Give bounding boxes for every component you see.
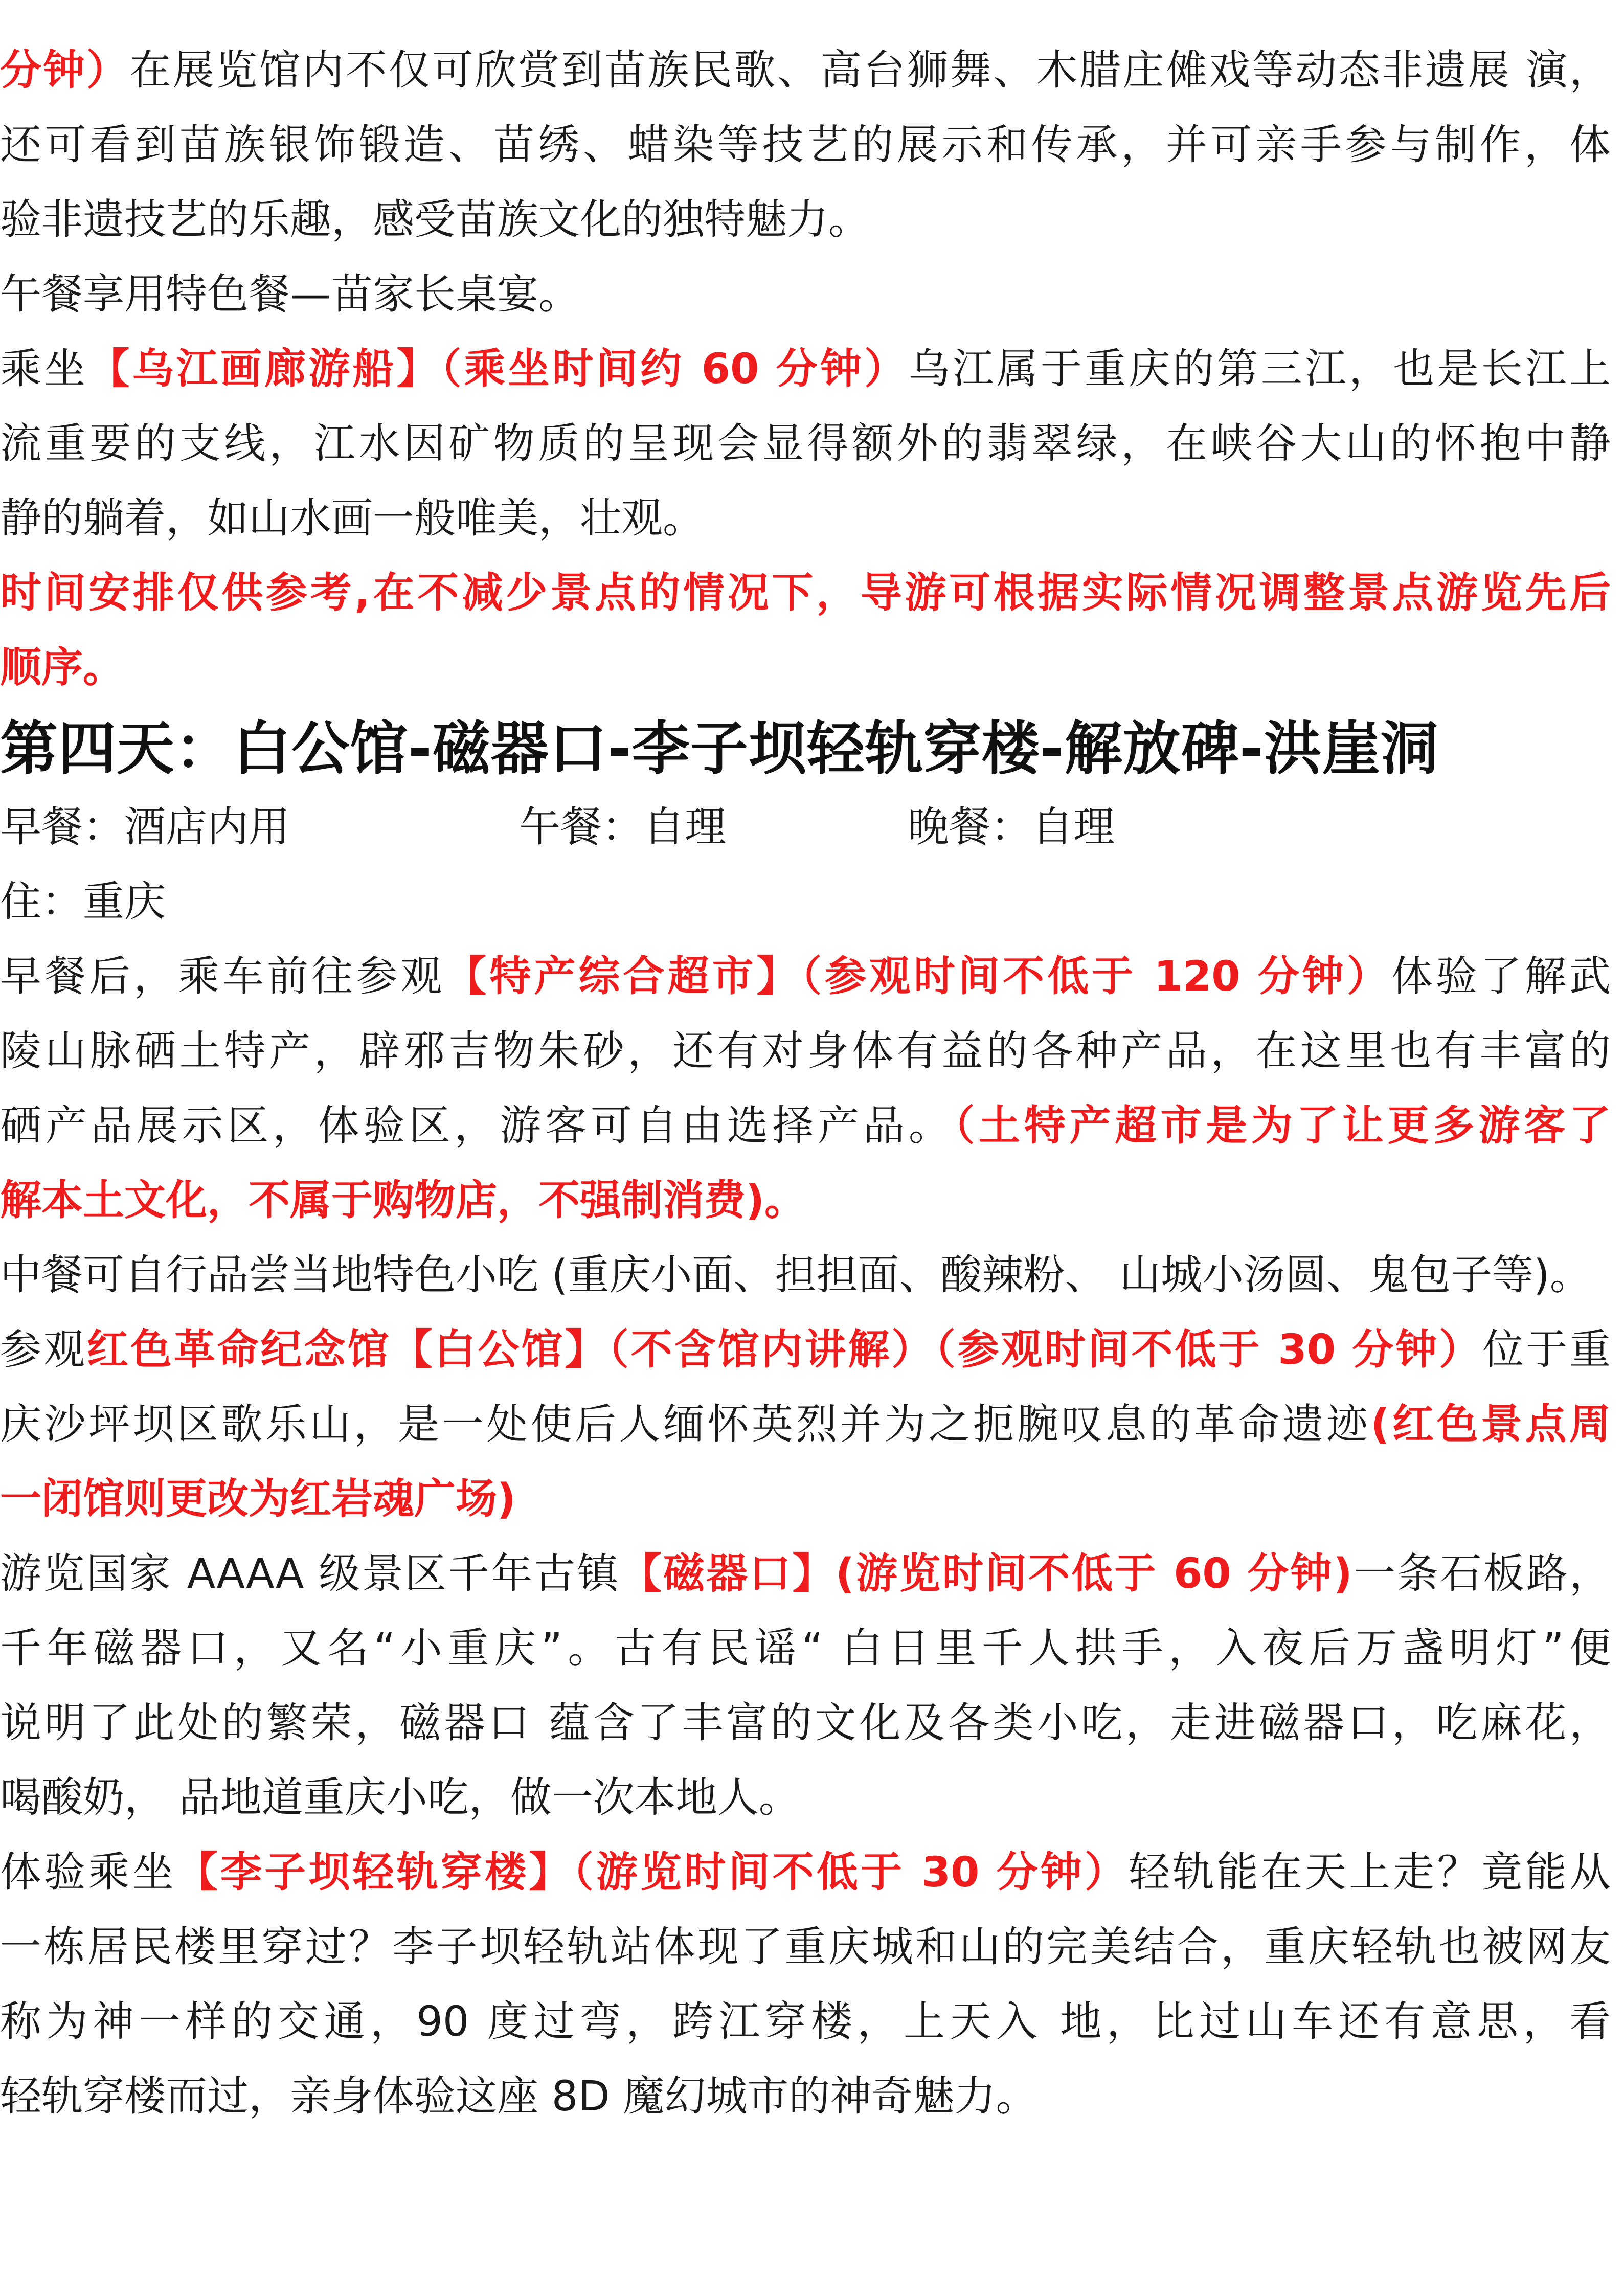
body-text: 流重要的支线，江水因矿物质的呈现会显得额外的翡翠绿，在峡谷大山的怀抱中静 [0,420,1611,468]
highlight-text: 【特产综合超市】（参观时间不低于 120 分钟） [445,953,1391,1001]
body-text: 还可看到苗族银饰锻造、苗绣、蜡染等技艺的展示和传承，并可亲手参与制作，体 [0,121,1611,169]
highlight-text: 解本土文化，不属于购物店，不强制消费)。 [0,1177,806,1225]
body-text: 乌江属于重庆的第三江，也是长江上 [908,345,1611,393]
text-line [0,1163,1611,1238]
text-line [0,407,1611,481]
text-line [0,183,1611,257]
body-text: 体验了解武 [1391,953,1611,1001]
text-line [0,1014,1611,1089]
text-line [0,1462,1611,1537]
highlight-text: 红色革命纪念馆【白公馆】（不含馆内讲解）（参观时间不低于 30 分钟） [86,1326,1483,1374]
text-line [0,1089,1611,1163]
body-text: 参观 [0,1326,87,1374]
notice-text: 时间安排仅供参考,在不减少景点的情况下，导游可根据实际情况调整景点游览先后 [0,569,1611,617]
body-text: 游览国家 AAAA 级景区千年古镇 [0,1550,620,1598]
text-line [0,1537,1611,1611]
text-line [0,556,1611,631]
text-line [0,1313,1611,1387]
body-text: 庆沙坪坝区歌乐山，是一处使后人缅怀英烈并为之扼腕叹息的革命遗迹 [0,1401,1371,1449]
highlight-text: （土特产超市是为了让更多游客了 [954,1102,1611,1150]
highlight-text: 一闭馆则更改为红岩魂广场) [0,1475,516,1523]
body-text: 轻轨能在天上走？竟能从 [1129,1849,1611,1897]
breakfast-info: 早餐：酒店内用 [0,803,290,851]
text-line [0,865,1611,939]
stay-info: 住：重庆 [0,878,166,926]
meal-info [0,790,1611,865]
text-line [0,481,1611,556]
text-line [0,1761,1611,1835]
text-line [0,332,1611,407]
document-page [0,33,1611,2134]
body-text: 午餐享用特色餐—苗家长桌宴。 [0,271,580,319]
highlight-text: 【磁器口】(游览时间不低于 60 分钟) [620,1550,1352,1598]
dinner-info: 晚餐：自理 [908,803,1115,851]
body-text: 乘坐 [0,345,88,393]
day-heading: 第四天：白公馆-磁器口-李子坝轻轨穿楼-解放碑-洪崖洞 [0,715,1439,782]
body-text: 一栋居民楼里穿过？李子坝轻轨站体现了重庆城和山的完美结合，重庆轻轨也被网友 [0,1923,1611,1971]
text-line [0,1910,1611,1985]
body-text: 位于重 [1482,1326,1611,1374]
highlight-text: 【乌江画廊游船】（乘坐时间约 60 分钟） [88,345,909,393]
highlight-text: 分钟） [0,47,130,95]
body-text: 千年磁器口，又名“小重庆”。古有民谣“ 白日里千人拱手，入夜后万盏明灯”便 [0,1625,1611,1673]
body-text: 陵山脉硒土特产，辟邪吉物朱砂，还有对身体有益的各种产品，在这里也有丰富的 [0,1027,1611,1075]
text-line [0,33,1611,108]
text-line [0,1686,1611,1761]
text-line [0,1611,1611,1686]
body-text: 一条石板路， [1352,1550,1611,1598]
body-text: 中餐可自行品尝当地特色小吃 (重庆小面、担担面、酸辣粉、 山城小汤圆、鬼包子等)。 [0,1251,1591,1299]
text-line [0,2059,1611,2134]
body-text: 硒产品展示区，体验区，游客可自由选择产品。 [0,1102,954,1150]
body-text: 轻轨穿楼而过，亲身体验这座 8D 魔幻城市的神奇魅力。 [0,2073,1037,2121]
body-text: 称为神一样的交通，90 度过弯，跨江穿楼，上天入 地，比过山车还有意思，看 [0,1998,1611,2046]
text-line [0,257,1611,332]
text-line [0,108,1611,183]
text-line [0,631,1611,705]
lunch-info: 午餐：自理 [519,803,727,851]
notice-text: 顺序。 [0,644,125,692]
body-text: 静的躺着，如山水画一般唯美，壮观。 [0,494,705,543]
body-text: 体验乘坐 [0,1849,176,1897]
text-line [0,1238,1611,1313]
body-text: 验非遗技艺的乐趣，感受苗族文化的独特魅力。 [0,196,870,244]
body-text: 说明了此处的繁荣，磁器口 蕴含了丰富的文化及各类小吃，走进磁器口，吃麻花， [0,1699,1611,1747]
highlight-text: 【李子坝轻轨穿楼】（游览时间不低于 30 分钟） [176,1849,1129,1897]
text-line [0,1387,1611,1462]
body-text: 早餐后，乘车前往参观 [0,953,445,1001]
text-line [0,939,1611,1014]
text-line [0,1835,1611,1910]
highlight-text: (红色景点周 [1370,1401,1611,1449]
text-line [0,1985,1611,2059]
body-text: 在展览馆内不仅可欣赏到苗族民歌、高台狮舞、木腊庄傩戏等动态非遗展 演， [129,47,1611,95]
body-text: 喝酸奶， 品地道重庆小吃，做一次本地人。 [0,1774,800,1822]
